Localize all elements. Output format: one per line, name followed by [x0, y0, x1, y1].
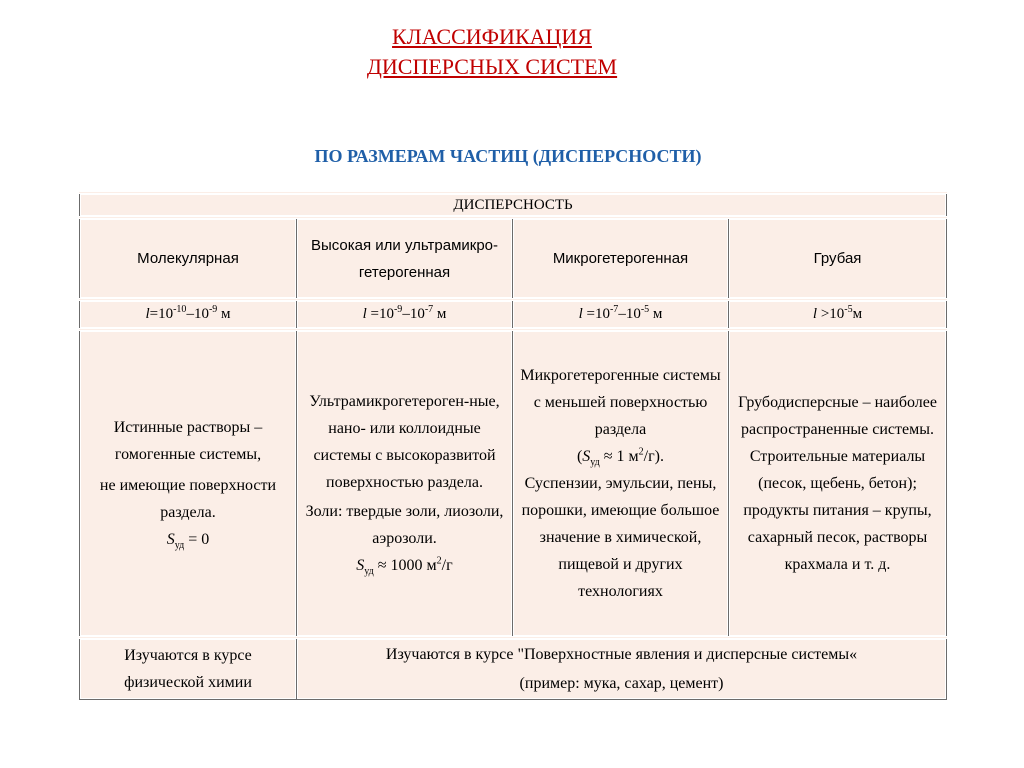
desc-ultramicro-s: $S_{уд} \approx 1000$ $м^2/г$ — [356, 555, 453, 578]
table-header-row — [80, 193, 947, 218]
desc-molecular-text1: Истинные растворы – гомогенные системы, — [113, 419, 263, 463]
desc-ultramicro-text1: Ультрамикрогетероген-ные, нано- или коллоидные системы с высокоразвитой поверхностью раздела. — [309, 393, 500, 491]
footer-physical-chemistry: Изучаются в курсе физической химии — [80, 638, 297, 700]
slide-title-line2: ДИСПЕРСНЫХ СИСТЕМ — [366, 54, 618, 79]
footer-surface-phenomena — [297, 638, 947, 700]
desc-coarse: Грубодисперсные – наиболее распространенные системы. Строительные материалы (песок, щебень, бетон); продукты питания – крупы, сахарный песок, растворы крахмала и т. д. — [729, 330, 947, 638]
column-ultramicro: Высокая или ультрамикро-гетерогенная — [297, 218, 513, 300]
desc-micro-text1: Микрогетерогенные системы с меньшей поверхностью раздела — [520, 367, 721, 438]
desc-molecular — [80, 330, 297, 638]
column-coarse: Грубая — [729, 218, 947, 300]
desc-molecular-text2: не имеющие поверхности раздела. — [99, 477, 277, 521]
footer-surface-line1: Изучаются в курсе "Поверхностные явления и дисперсные системы« — [385, 646, 858, 663]
desc-ultramicro — [297, 330, 513, 638]
slide-title — [0, 22, 984, 82]
desc-micro-s: ($S_{уд} \approx 1$ $м^2/г$). — [576, 446, 665, 469]
desc-micro — [513, 330, 729, 638]
column-molecular: Молекулярная — [80, 218, 297, 300]
range-molecular: $l=10^{-10}-10^{-9}$ м — [80, 300, 297, 330]
size-range-row — [80, 300, 947, 330]
range-micro: $l =10^{-7}-10^{-5}$ м — [513, 300, 729, 330]
desc-ultramicro-text2: Золи: твердые золи, лиозоли, аэрозоли. — [305, 503, 504, 547]
dispersity-table — [79, 191, 947, 700]
course-row — [80, 638, 947, 700]
range-coarse: $l >10^{-5}м$ — [729, 300, 947, 330]
descriptions-row — [80, 330, 947, 638]
desc-micro-text2: Суспензии, эмульсии, пены, порошки, имеющие большое значение в химической, пищевой и других технологиях — [521, 475, 720, 600]
slide-subtitle: ПО РАЗМЕРАМ ЧАСТИЦ (ДИСПЕРСНОСТИ) — [314, 146, 702, 166]
footer-surface-line2: (пример: мука, сахар, цемент) — [519, 675, 724, 692]
column-names-row — [80, 218, 947, 300]
table-header-cell: ДИСПЕРСНОСТЬ — [80, 193, 947, 218]
range-ultramicro: $l =10^{-9}-10^{-7}$ м — [297, 300, 513, 330]
column-micro: Микрогетерогенная — [513, 218, 729, 300]
slide-title-line1: КЛАССИФИКАЦИЯ — [392, 24, 592, 49]
desc-molecular-s: $S_{уд} = 0$ — [166, 531, 210, 552]
